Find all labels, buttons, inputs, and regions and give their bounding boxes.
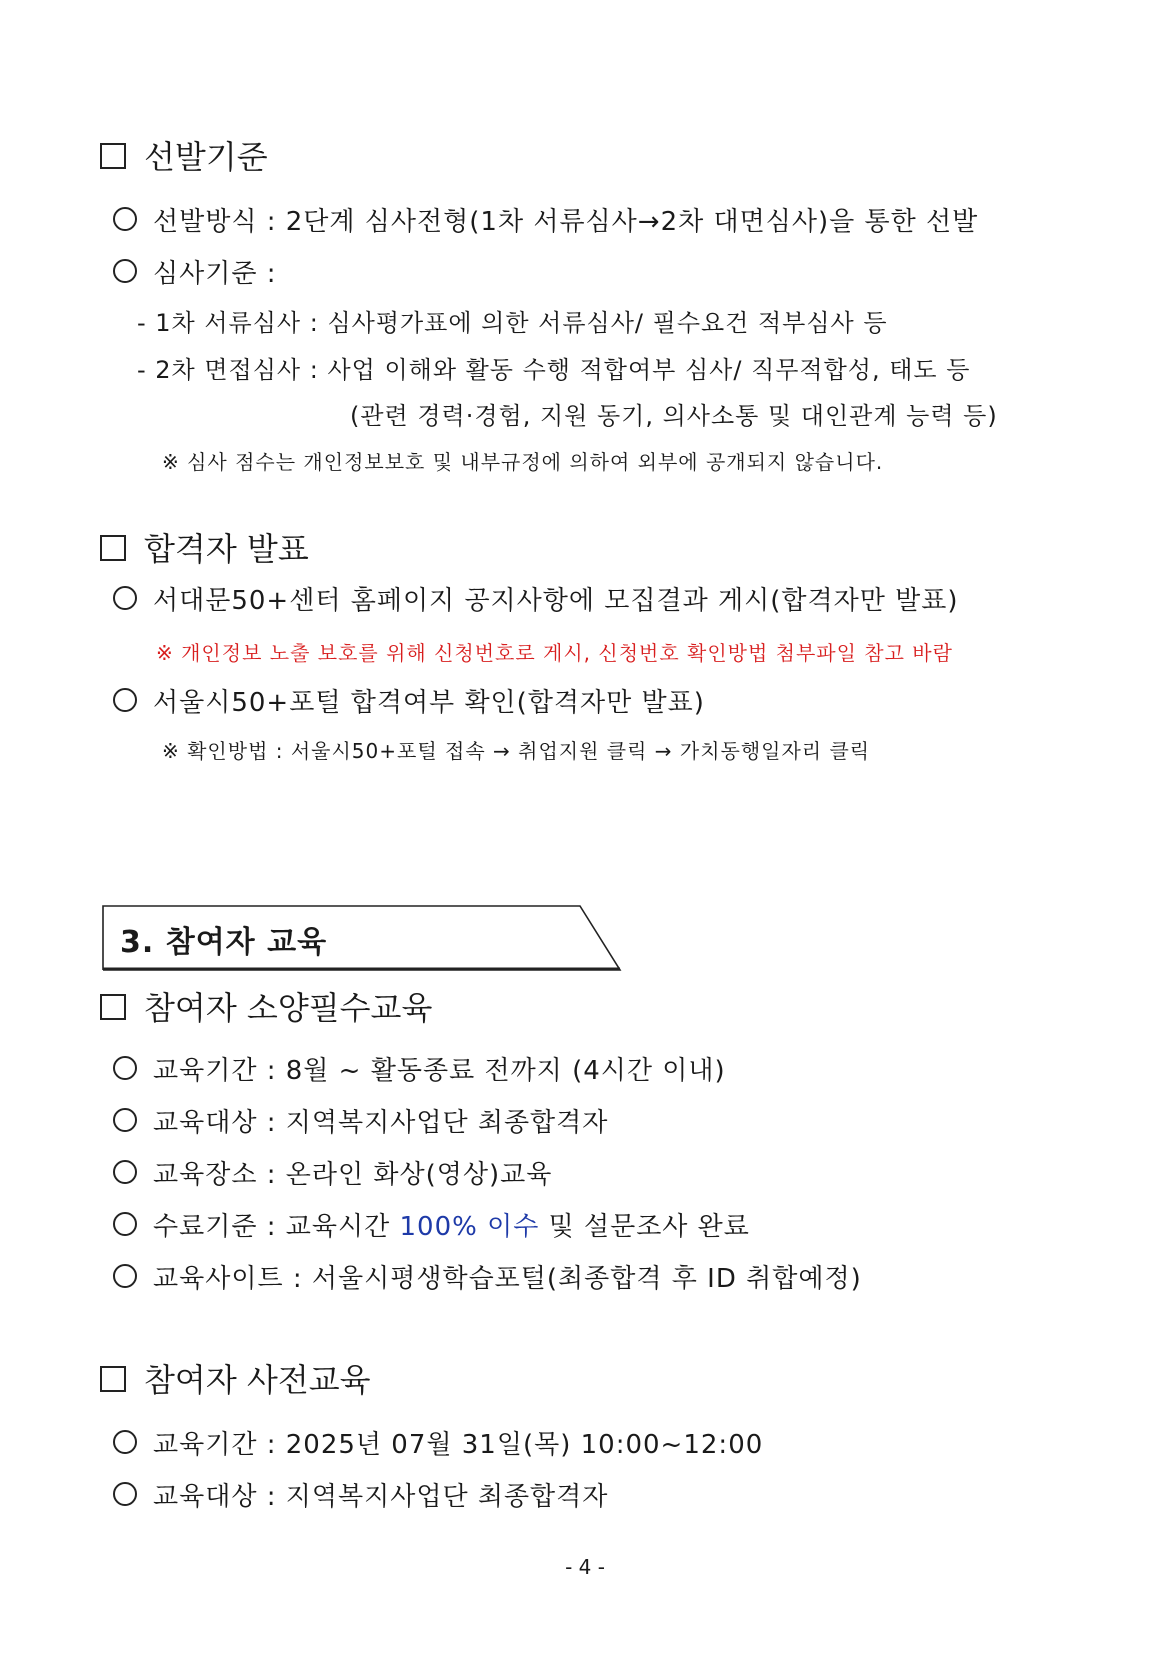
heading-required-education (100, 983, 432, 1029)
item-text: 교육기간 : 2025년 07월 31일(목) 10:00~12:00 (153, 1430, 764, 1460)
checkbox-square-icon (100, 994, 126, 1020)
heading-text: 참여자 소양필수교육 (144, 989, 433, 1027)
completion-prefix: 수료기준 : 교육시간 (153, 1212, 400, 1242)
list-item (113, 1154, 552, 1191)
circle-bullet-icon (113, 688, 137, 712)
list-item (113, 682, 705, 719)
circle-bullet-icon (113, 586, 137, 610)
circle-bullet-icon (113, 1212, 137, 1236)
item-text: 서울시50+포털 합격여부 확인(합격자만 발표) (153, 688, 705, 718)
note: ※ 확인방법 : 서울시50+포털 접속 → 취업지원 클릭 → 가치동행일자리 클릭 (162, 739, 871, 763)
circle-bullet-icon (113, 1056, 137, 1080)
circle-bullet-icon (113, 259, 137, 283)
list-item (113, 1258, 862, 1295)
circle-bullet-icon (113, 1430, 137, 1454)
item-text: 교육대상 : 지역복지사업단 최종합격자 (153, 1482, 609, 1512)
page-number: - 4 - (565, 1555, 605, 1579)
sub-list-item: - 1차 서류심사 : 심사평가표에 의한 서류심사/ 필수요건 적부심사 등 (137, 309, 888, 337)
heading-text: 선발기준 (144, 138, 268, 176)
heading-text: 합격자 발표 (144, 530, 309, 568)
item-text: 교육장소 : 온라인 화상(영상)교육 (153, 1160, 553, 1190)
heading-announcement (100, 524, 309, 570)
circle-bullet-icon (113, 207, 137, 231)
circle-bullet-icon (113, 1482, 137, 1506)
item-text: 심사기준 : (153, 259, 277, 289)
item-text: 선발방식 : 2단계 심사전형(1차 서류심사→2차 대면심사)을 통한 선발 (153, 207, 979, 237)
checkbox-square-icon (100, 535, 126, 561)
note: ※ 심사 점수는 개인정보보호 및 내부규정에 의하여 외부에 공개되지 않습니다. (162, 450, 884, 474)
item-text: 교육대상 : 지역복지사업단 최종합격자 (153, 1108, 609, 1138)
circle-bullet-icon (113, 1264, 137, 1288)
list-item (113, 1206, 750, 1243)
heading-pre-education (100, 1355, 371, 1401)
heading-text: 참여자 사전교육 (144, 1361, 371, 1399)
list-item (113, 1476, 608, 1513)
list-item (113, 1102, 608, 1139)
completion-highlight: 100% 이수 (399, 1212, 540, 1242)
list-item (113, 201, 978, 238)
item-text: 교육사이트 : 서울시평생학습포털(최종합격 후 ID 취합예정) (153, 1264, 862, 1294)
circle-bullet-icon (113, 1160, 137, 1184)
completion-suffix: 및 설문조사 완료 (539, 1212, 750, 1242)
sub-list-item: - 2차 면접심사 : 사업 이해와 활동 수행 적합여부 심사/ 직무적합성, 태도 등 (137, 356, 971, 384)
list-item (113, 253, 277, 290)
list-item (113, 580, 959, 617)
heading-selection-criteria (100, 132, 268, 178)
chapter-title: 3. 참여자 교육 (120, 925, 328, 960)
sub-list-continuation: (관련 경력·경험, 지원 동기, 의사소통 및 대인관계 능력 등) (350, 402, 998, 430)
list-item (113, 1424, 763, 1461)
list-item (113, 1050, 726, 1087)
checkbox-square-icon (100, 1366, 126, 1392)
warning-note: ※ 개인정보 노출 보호를 위해 신청번호로 게시, 신청번호 확인방법 첨부파일 참고 바람 (156, 641, 953, 665)
item-text: 교육기간 : 8월 ~ 활동종료 전까지 (4시간 이내) (153, 1056, 726, 1086)
circle-bullet-icon (113, 1108, 137, 1132)
item-text: 서대문50+센터 홈페이지 공지사항에 모집결과 게시(합격자만 발표) (153, 586, 959, 616)
chapter-title-bar (102, 905, 622, 969)
checkbox-square-icon (100, 143, 126, 169)
